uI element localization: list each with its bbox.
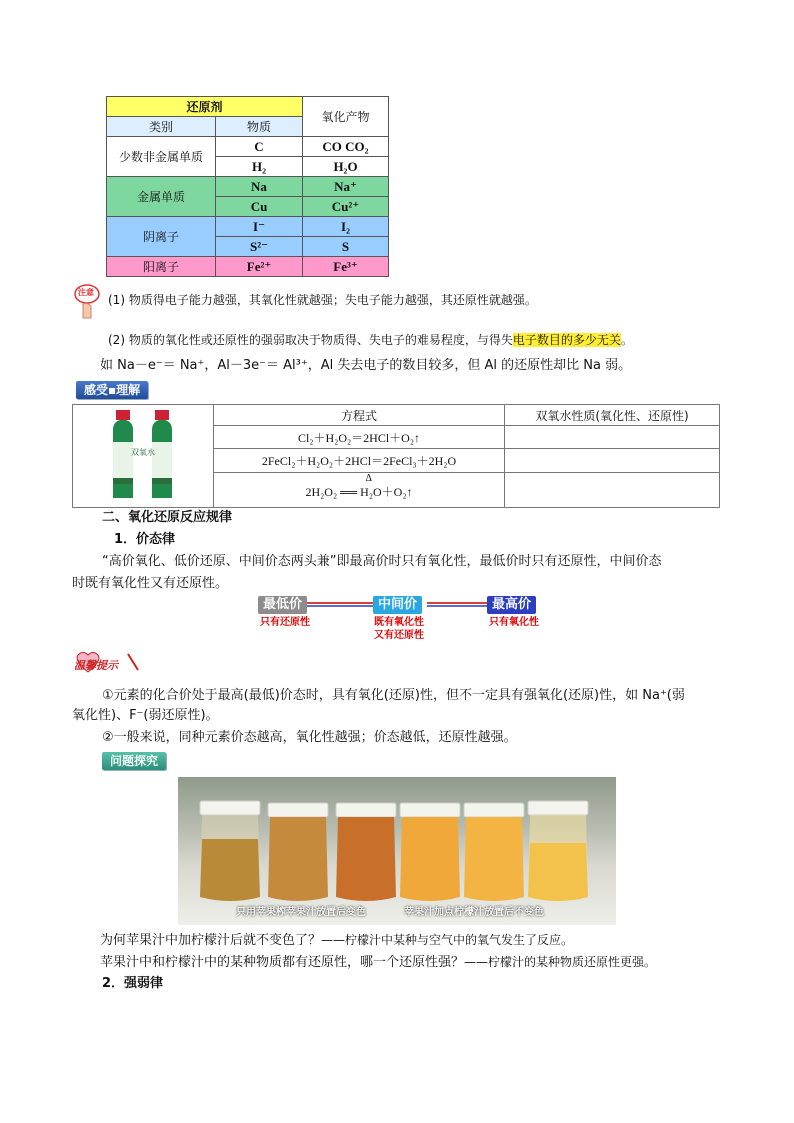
category-cell: 阴离子 (107, 217, 216, 257)
reducer-header: 还原剂 (107, 97, 303, 117)
note-highlight: 电子数目的多少无关 (512, 333, 621, 347)
product-cell: Cu²⁺ (303, 197, 389, 217)
substance-header: 物质 (216, 117, 303, 137)
lowest-valence-desc: 只有还原性 (260, 617, 310, 628)
answer-1-text: ——柠檬汁中某种与空气中的氧气发生了反应。 (321, 933, 574, 947)
property-answer-cell[interactable] (505, 426, 720, 449)
tip-para-2: ②一般来说，同种元素价态越高，氧化性越强；价态越低，还原性越强。 (102, 730, 517, 745)
substance-cell: Na (216, 177, 303, 197)
tip-icon-label: 温馨提示 (74, 659, 118, 672)
reducer-table (106, 96, 389, 277)
note-icon-label: 注意 (78, 288, 94, 297)
subsection-valence-law: 1．价态律 (114, 532, 176, 547)
product-cell: H₂O (303, 157, 389, 177)
question-1-text: 为何苹果汁中加柠檬汁后就不变色了？ (100, 933, 322, 948)
bottle-label: 双氧水 (131, 448, 155, 457)
answer-2-text: ——柠檬汁的某种物质还原性更强。 (464, 955, 657, 969)
product-header: 氧化产物 (303, 97, 389, 137)
valence-para-line-2: 时既有氧化性又有还原性。 (72, 576, 229, 591)
tip-para-1-line-1: ①元素的化合价处于最高(最低)价态时，具有氧化(还原)性，但不一定具有强氧化(还原)性，如 Na⁺(弱 (102, 688, 685, 703)
photo-caption-right: 苹果汁加点柠檬汁放置后不变色 (404, 907, 544, 918)
substance-cell: Fe²⁺ (216, 257, 303, 277)
note-line-2-text: (2) 物质的氧化性或还原性的强弱取决于物质得、失电子的难易程度，与得失 (108, 333, 513, 347)
section-2-title: 二、氧化还原反应规律 (102, 510, 233, 525)
juice-photo (178, 777, 616, 925)
substance-cell: S²⁻ (216, 237, 303, 257)
photo-caption-left: 只用苹果榨苹果汁放置后变色 (236, 907, 366, 918)
equation-header: 方程式 (214, 405, 505, 426)
middle-valence-desc-2: 又有还原性 (374, 630, 424, 641)
middle-valence-desc-1: 既有氧化性 (374, 617, 424, 628)
explore-badge: 问题探究 (102, 752, 166, 770)
substance-cell: C (216, 137, 303, 157)
substance-cell: I⁻ (216, 217, 303, 237)
note-line-2-end: 。 (620, 333, 633, 347)
property-header: 双氧水性质(氧化性、还原性) (505, 405, 720, 426)
lowest-valence-box: 最低价 (258, 596, 307, 614)
property-answer-cell[interactable] (505, 472, 720, 507)
valence-diagram (255, 596, 545, 642)
category-cell: 金属单质 (107, 177, 216, 217)
product-cell: Fe³⁺ (303, 257, 389, 277)
note-line-1: (1) 物质得电子能力越强，其氧化性就越强；失电子能力越强，其还原性就越强。 (108, 293, 537, 307)
explore-question-2 (100, 952, 656, 973)
product-cell: Na⁺ (303, 177, 389, 197)
decomposition-equation: 2H₂O₂ ══ H₂O＋O₂↑ (305, 485, 413, 500)
product-cell: I₂ (303, 217, 389, 237)
h2o2-table (72, 404, 720, 508)
equation-cell-decomp (214, 472, 505, 507)
highest-valence-desc: 只有氧化性 (489, 617, 539, 628)
delta-symbol: Δ (365, 473, 372, 485)
property-answer-cell[interactable] (505, 449, 720, 472)
middle-valence-box: 中间价 (373, 596, 422, 614)
substance-cell: H₂ (216, 157, 303, 177)
feel-badge: 感受▪理解 (76, 381, 148, 399)
tip-para-1-line-2: 氧化性)、F⁻(弱还原性)。 (72, 708, 219, 723)
subsection-strength-law: 2．强弱律 (102, 976, 164, 991)
explore-question-1 (100, 930, 573, 951)
question-2-text: 苹果汁中和柠檬汁中的某种物质都有还原性，哪一个还原性强？ (100, 955, 465, 970)
note-line-2 (108, 330, 633, 350)
bottle-image-cell (73, 405, 214, 508)
equation-cell: Cl₂＋H₂O₂＝2HCl＋O₂↑ (214, 426, 505, 449)
category-cell: 少数非金属单质 (107, 137, 216, 177)
note-line-3: 如 Na－e⁻＝ Na⁺，Al－3e⁻＝ Al³⁺，Al 失去电子的数目较多，但 Al 的还原性却比 Na 弱。 (100, 358, 632, 373)
category-cell: 阳离子 (107, 257, 216, 277)
substance-cell: Cu (216, 197, 303, 217)
product-cell: CO CO₂ (303, 137, 389, 157)
equation-cell: 2FeCl₂＋H₂O₂＋2HCl＝2FeCl₃＋2H₂O (214, 449, 505, 472)
highest-valence-box: 最高价 (487, 596, 536, 614)
category-header: 类别 (107, 117, 216, 137)
product-cell: S (303, 237, 389, 257)
valence-para-line-1: “高价氧化、低价还原、中间价态两头兼”即最高价时只有氧化性，最低价时只有还原性，中间价态 (102, 554, 662, 569)
